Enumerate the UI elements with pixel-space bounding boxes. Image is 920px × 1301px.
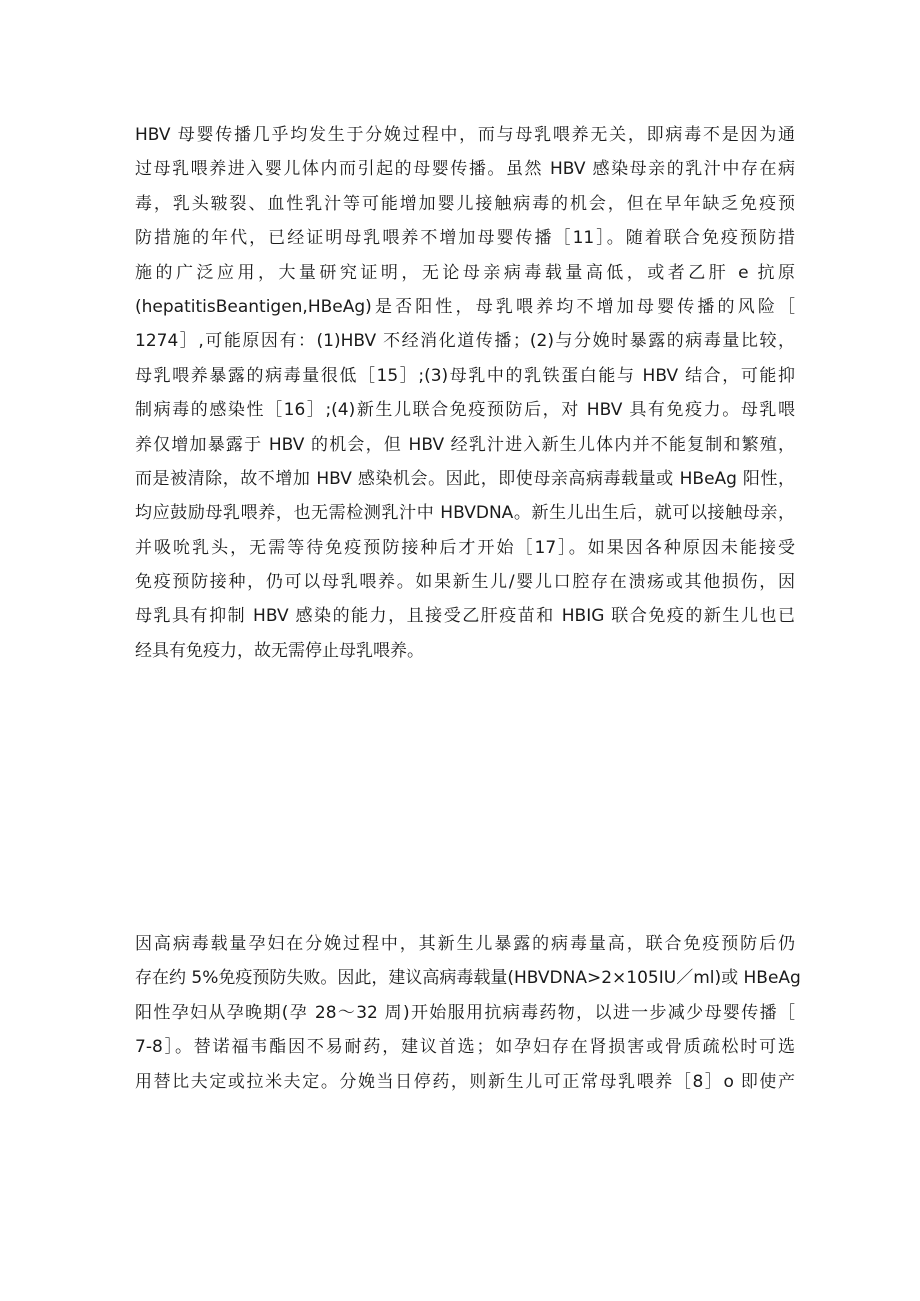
paragraph-breastfeeding (135, 118, 795, 668)
paragraph-line: 存在约 5%免疫预防失败。因此，建议高病毒载量(HBVDNA>2×105IU／ml)或 HBeAg (135, 968, 801, 989)
paragraph-line: 毒，乳头皲裂、血性乳汁等可能增加婴儿接触病毒的机会，但在早年缺乏免疫预 (135, 193, 795, 214)
paragraph-line: 经具有免疫力，故无需停止母乳喂养。 (135, 640, 424, 661)
paragraph-line: 养仅增加暴露于 HBV 的机会，但 HBV 经乳汁进入新生儿体内并不能复制和繁殖， (135, 434, 795, 455)
paragraph-line: 过母乳喂养进入婴儿体内而引起的母婴传播。虽然 HBV 感染母亲的乳汁中存在病 (135, 159, 795, 180)
paragraph-antiviral (135, 927, 801, 1099)
paragraph-line: HBV 母婴传播几乎均发生于分娩过程中，而与母乳喂养无关，即病毒不是因为通 (135, 125, 795, 145)
paragraph-line: 制病毒的感染性［16］;(4)新生儿联合免疫预防后，对 HBV 具有免疫力。母乳喂 (135, 400, 795, 421)
paragraph-line: (hepatitisBeantigen,HBeAg)是否阳性，母乳喂养均不增加母婴传播的风险［ (135, 296, 795, 317)
paragraph-line: 免疫预防接种，仍可以母乳喂养。如果新生儿/婴儿口腔存在溃疡或其他损伤，因 (135, 572, 795, 593)
paragraph-line: 阳性孕妇从孕晚期(孕 28～32 周)开始服用抗病毒药物，以进一步减少母婴传播［ (135, 1002, 795, 1023)
paragraph-line: 母乳具有抑制 HBV 感染的能力，且接受乙肝疫苗和 HBIG 联合免疫的新生儿也已 (135, 606, 795, 627)
paragraph-line: 而是被清除，故不增加 HBV 感染机会。因此，即使母亲高病毒载量或 HBeAg 阳性， (135, 468, 795, 489)
paragraph-line: 均应鼓励母乳喂养，也无需检测乳汁中 HBVDNA。新生儿出生后，就可以接触母亲， (135, 503, 795, 524)
paragraph-line: 1274］,可能原因有：(1)HBV 不经消化道传播；(2)与分娩时暴露的病毒量比较， (135, 331, 795, 352)
paragraph-line: 母乳喂养暴露的病毒量很低［15］;(3)母乳中的乳铁蛋白能与 HBV 结合，可能抑 (135, 365, 795, 386)
paragraph-line: 并吸吮乳头，无需等待免疫预防接种后才开始［17］。如果因各种原因未能接受 (135, 537, 795, 558)
paragraph-line: 7-8］。替诺福韦酯因不易耐药，建议首选；如孕妇存在肾损害或骨质疏松时可选 (135, 1037, 795, 1058)
paragraph-line: 用替比夫定或拉米夫定。分娩当日停药，则新生儿可正常母乳喂养［8］o 即使产 (135, 1071, 795, 1092)
paragraph-line: 防措施的年代，已经证明母乳喂养不增加母婴传播［11］。随着联合免疫预防措 (135, 228, 795, 249)
paragraph-line: 施的广泛应用，大量研究证明，无论母亲病毒载量高低，或者乙肝 e 抗原 (135, 262, 795, 283)
paragraph-line: 因高病毒载量孕妇在分娩过程中，其新生儿暴露的病毒量高，联合免疫预防后仍 (135, 934, 795, 954)
